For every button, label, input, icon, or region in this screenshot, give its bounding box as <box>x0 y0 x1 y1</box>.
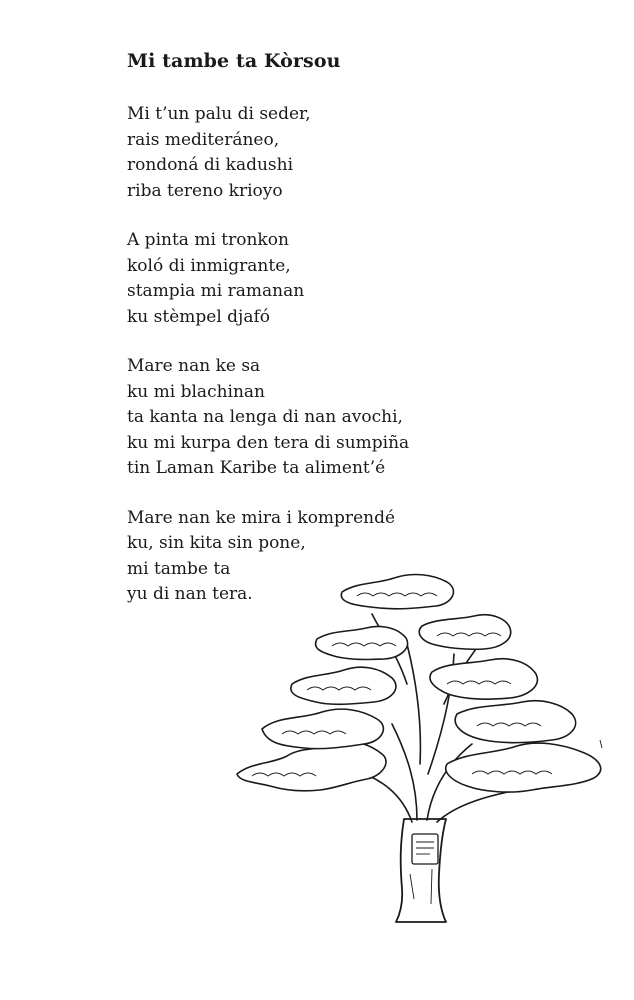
poem-line: Mare nan ke sa <box>127 356 261 376</box>
poem-line: riba tereno krioyo <box>127 180 283 201</box>
poem-line: ku mi kurpa den tera di sumpiña <box>127 432 410 453</box>
poem-line: A pinta mi tronkon <box>127 230 289 250</box>
poem-line: mi tambe ta <box>127 558 231 579</box>
poem-line: ta kanta na lenga di nan avochi, <box>127 407 403 427</box>
stanza-2 <box>127 228 457 330</box>
poem-line: stampia mi ramanan <box>127 281 305 301</box>
cedar-tree-illustration <box>232 564 612 924</box>
poem-line: tin Laman Karibe ta aliment’é <box>127 458 386 478</box>
poem-line: yu di nan tera. <box>127 584 253 604</box>
poem-title: Mi tambe ta Kòrsou <box>127 50 341 72</box>
stanza-3 <box>127 354 457 482</box>
poem-line: koló di inmigrante, <box>127 255 291 276</box>
poem-line: ku mi blachinan <box>127 381 266 402</box>
cedar-tree-icon <box>232 564 612 924</box>
poem-line: rais mediteráneo, <box>127 129 280 150</box>
poem-line: ku stèmpel djafó <box>127 306 270 327</box>
poem-body <box>127 102 457 632</box>
poem-line: ku, sin kita sin pone, <box>127 533 306 553</box>
poem-line: rondoná di kadushi <box>127 155 294 175</box>
poem-line: Mi t’un palu di seder, <box>127 104 311 124</box>
stanza-1 <box>127 102 457 204</box>
poem-line: Mare nan ke mira i komprendé <box>127 507 396 528</box>
